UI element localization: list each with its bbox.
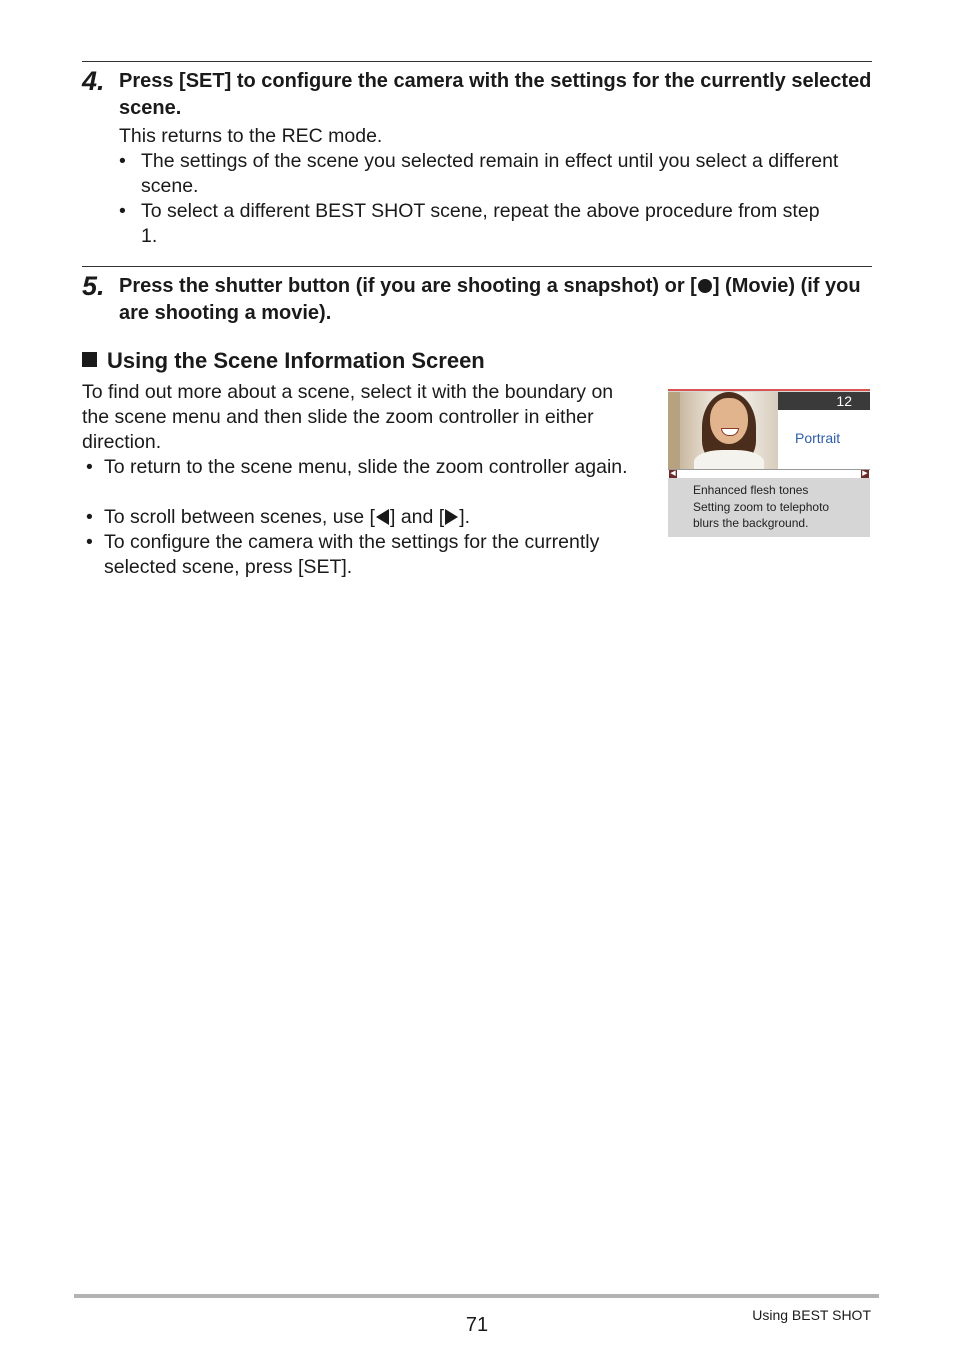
portrait-photo — [680, 392, 778, 470]
bullet-dot: • — [119, 200, 126, 222]
photo-edge — [668, 392, 680, 470]
page-number: 71 — [465, 1314, 489, 1336]
section-bullet-text: To configure the camera with the settings for the currently selected scene, press [SET]. — [104, 531, 600, 578]
step4-body: This returns to the REC mode. — [119, 125, 383, 147]
scene-name-pane — [778, 410, 870, 470]
scene-description — [693, 482, 863, 532]
left-arrow-icon — [376, 509, 389, 525]
step5-heading — [119, 273, 879, 327]
section-bullet-text: To scroll between scenes, use [ ] and [ ]. — [104, 506, 471, 528]
footer-section-label: Using BEST SHOT — [752, 1307, 871, 1323]
step4-divider — [82, 61, 872, 62]
scroll-right-icon: ▶ — [862, 470, 868, 477]
movie-dot-icon — [698, 279, 712, 293]
scene-description-line: blurs the background. — [693, 516, 809, 530]
bullet-dot: • — [86, 506, 93, 528]
photo-shirt — [694, 450, 764, 470]
section-bullet-text: To return to the scene menu, slide the zoom controller again. — [104, 456, 628, 478]
scroll-bar — [668, 469, 870, 478]
step4-bullet-text: To select a different BEST SHOT scene, repeat the above procedure from step 1. — [141, 200, 820, 247]
scroll-left-icon: ◀ — [670, 470, 676, 477]
square-bullet-icon — [82, 352, 97, 367]
scene-number: 12 — [836, 393, 852, 409]
bullet-dot: • — [86, 531, 93, 553]
step5-divider — [82, 266, 872, 267]
photo-face — [710, 398, 748, 444]
bullet-dot: • — [86, 456, 93, 478]
step4-number: 4. — [82, 66, 105, 96]
bullet-dot: • — [119, 150, 126, 172]
scene-number-bar — [778, 392, 870, 410]
step5-heading-after: ] (Movie) (if you are shooting a movie). — [119, 275, 861, 324]
right-arrow-icon — [445, 509, 458, 525]
scene-name: Portrait — [795, 430, 841, 446]
step5-number: 5. — [82, 271, 105, 301]
scene-info-screen — [668, 389, 870, 537]
section-title: Using the Scene Information Screen — [82, 347, 485, 375]
scene-description-line: Enhanced flesh tones — [693, 483, 809, 497]
step5-heading-before: Press the shutter button (if you are shooting a snapshot) or [ — [119, 275, 697, 297]
scene-description-line: Setting zoom to telephoto — [693, 499, 830, 514]
section-intro: To find out more about a scene, select it with the boundary on the scene menu and then slide the zoom controller in either direction. — [82, 381, 614, 453]
screen-top-bar — [668, 389, 870, 391]
footer-rule — [74, 1294, 879, 1298]
step4-heading: Press [SET] to configure the camera with the settings for the currently selected scene. — [119, 70, 872, 119]
step4-bullet-text: The settings of the scene you selected remain in effect until you select a different scene. — [141, 150, 839, 197]
